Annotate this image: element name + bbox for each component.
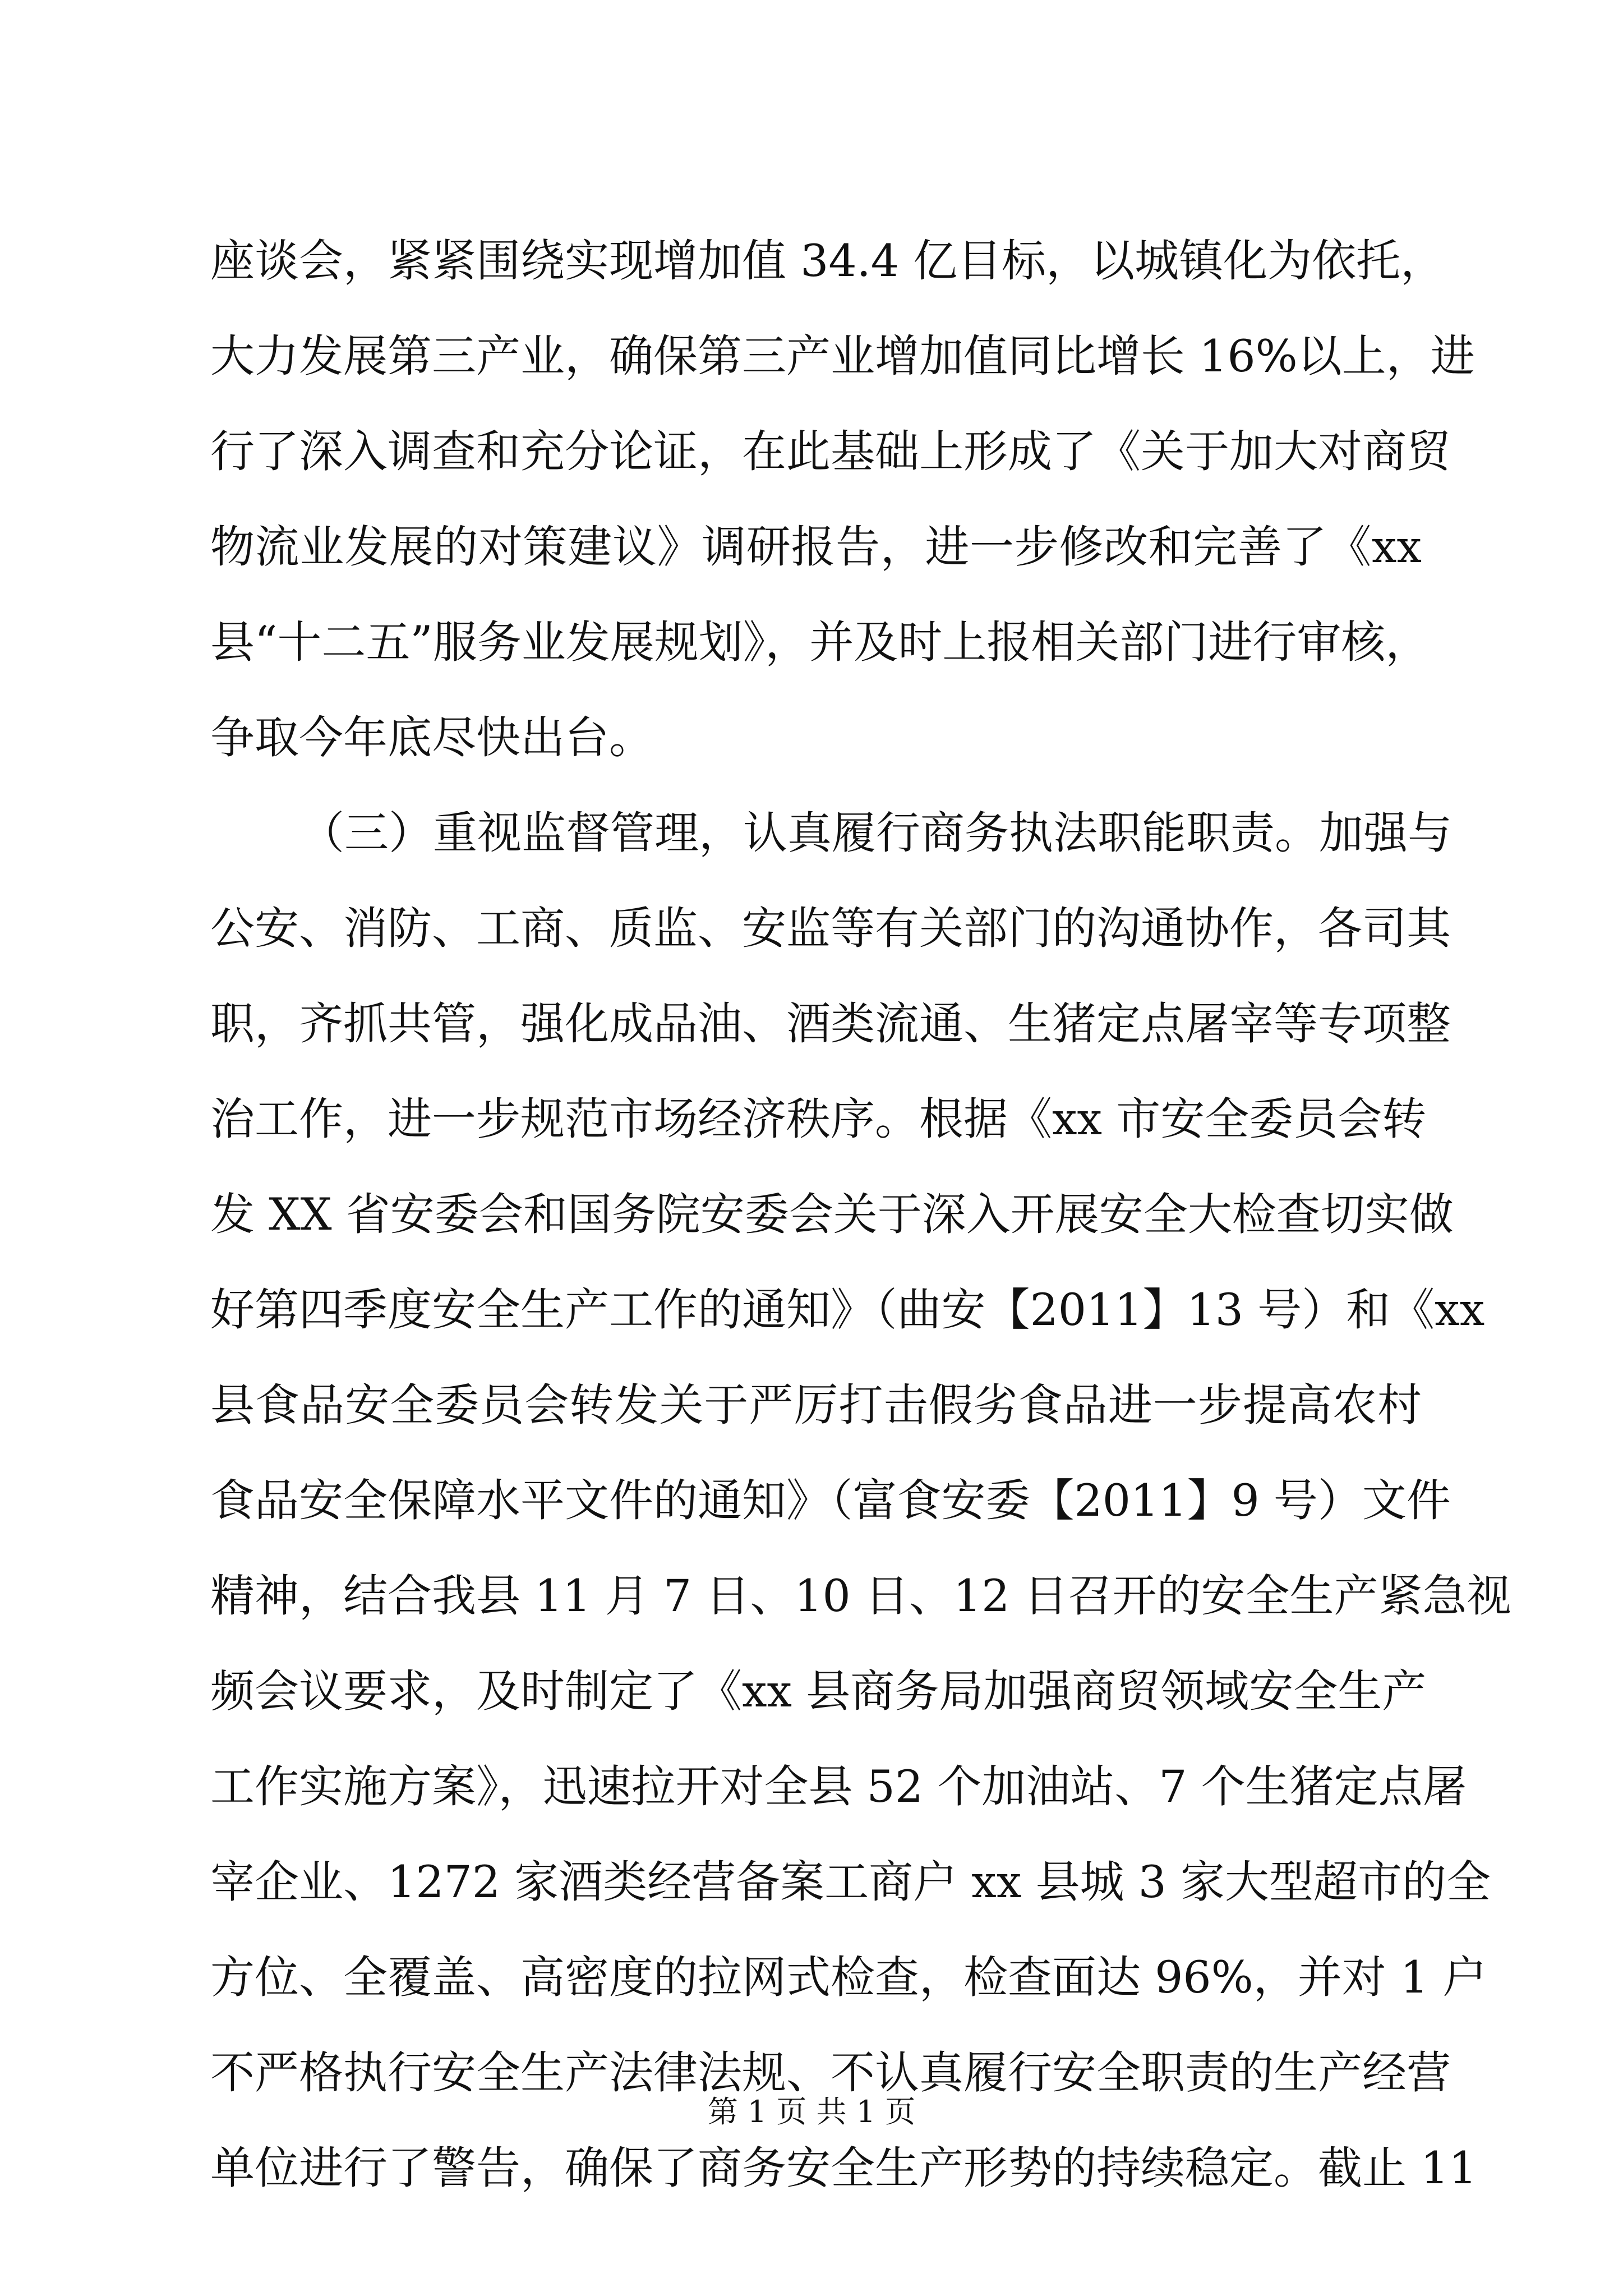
text-line: （三）重视监督管理，认真履行商务执法职能职责。加强与 xyxy=(300,807,1452,859)
text-line: 频会议要求，及时制定了《xx 县商务局加强商贸领域安全生产 xyxy=(210,1665,1427,1717)
text-line: 发 XX 省安委会和国务院安委会关于深入开展安全大检查切实做 xyxy=(210,1189,1454,1240)
text-line: 好第四季度安全生产工作的通知》（曲安【2011】13 号）和《xx xyxy=(210,1284,1485,1336)
text-line: 争取今年底尽快出台。 xyxy=(210,712,653,763)
text-line: 方位、全覆盖、高密度的拉网式检查，检查面达 96%，并对 1 户 xyxy=(210,1952,1487,2003)
page-footer xyxy=(0,2090,1623,2134)
page-number-label: 第 1 页 共 1 页 xyxy=(707,2094,916,2129)
text-line: 县食品安全委员会转发关于严厉打击假劣食品进一步提高农村 xyxy=(210,1379,1422,1431)
text-line: 物流业发展的对策建议》调研报告，进一步修改和完善了《xx xyxy=(210,521,1422,573)
text-line: 大力发展第三产业，确保第三产业增加值同比增长 16%以上，进 xyxy=(210,330,1475,382)
text-line: 县“十二五”服务业发展规划》，并及时上报相关部门进行审核， xyxy=(210,616,1430,668)
text-line: 座谈会，紧紧围绕实现增加值 34.4 亿目标，以城镇化为依托， xyxy=(210,235,1445,287)
text-line: 精神，结合我县 11 月 7 日、10 日、12 日召开的安全生产紧急视 xyxy=(210,1570,1511,1622)
text-line: 食品安全保障水平文件的通知》（富食安委【2011】9 号）文件 xyxy=(210,1475,1451,1526)
text-line: 治工作，进一步规范市场经济秩序。根据《xx 市安全委员会转 xyxy=(210,1093,1427,1145)
text-line: 宰企业、1272 家酒类经营备案工商户 xx 县城 3 家大型超市的全 xyxy=(210,1856,1491,1908)
text-line: 单位进行了警告，确保了商务安全生产形势的持续稳定。截止 11 xyxy=(210,2142,1477,2194)
text-line: 工作实施方案》，迅速拉开对全县 52 个加油站、7 个生猪定点屠 xyxy=(210,1761,1467,1812)
text-line: 行了深入调查和充分论证，在此基础上形成了《关于加大对商贸 xyxy=(210,426,1451,477)
body-text xyxy=(210,213,1511,2216)
text-line: 职，齐抓共管，强化成品油、酒类流通、生猪定点屠宰等专项整 xyxy=(210,998,1451,1050)
text-line: 不严格执行安全生产法律法规、不认真履行安全职责的生产经营 xyxy=(210,2047,1451,2099)
text-line: 公安、消防、工商、质监、安监等有关部门的沟通协作，各司其 xyxy=(210,903,1451,954)
